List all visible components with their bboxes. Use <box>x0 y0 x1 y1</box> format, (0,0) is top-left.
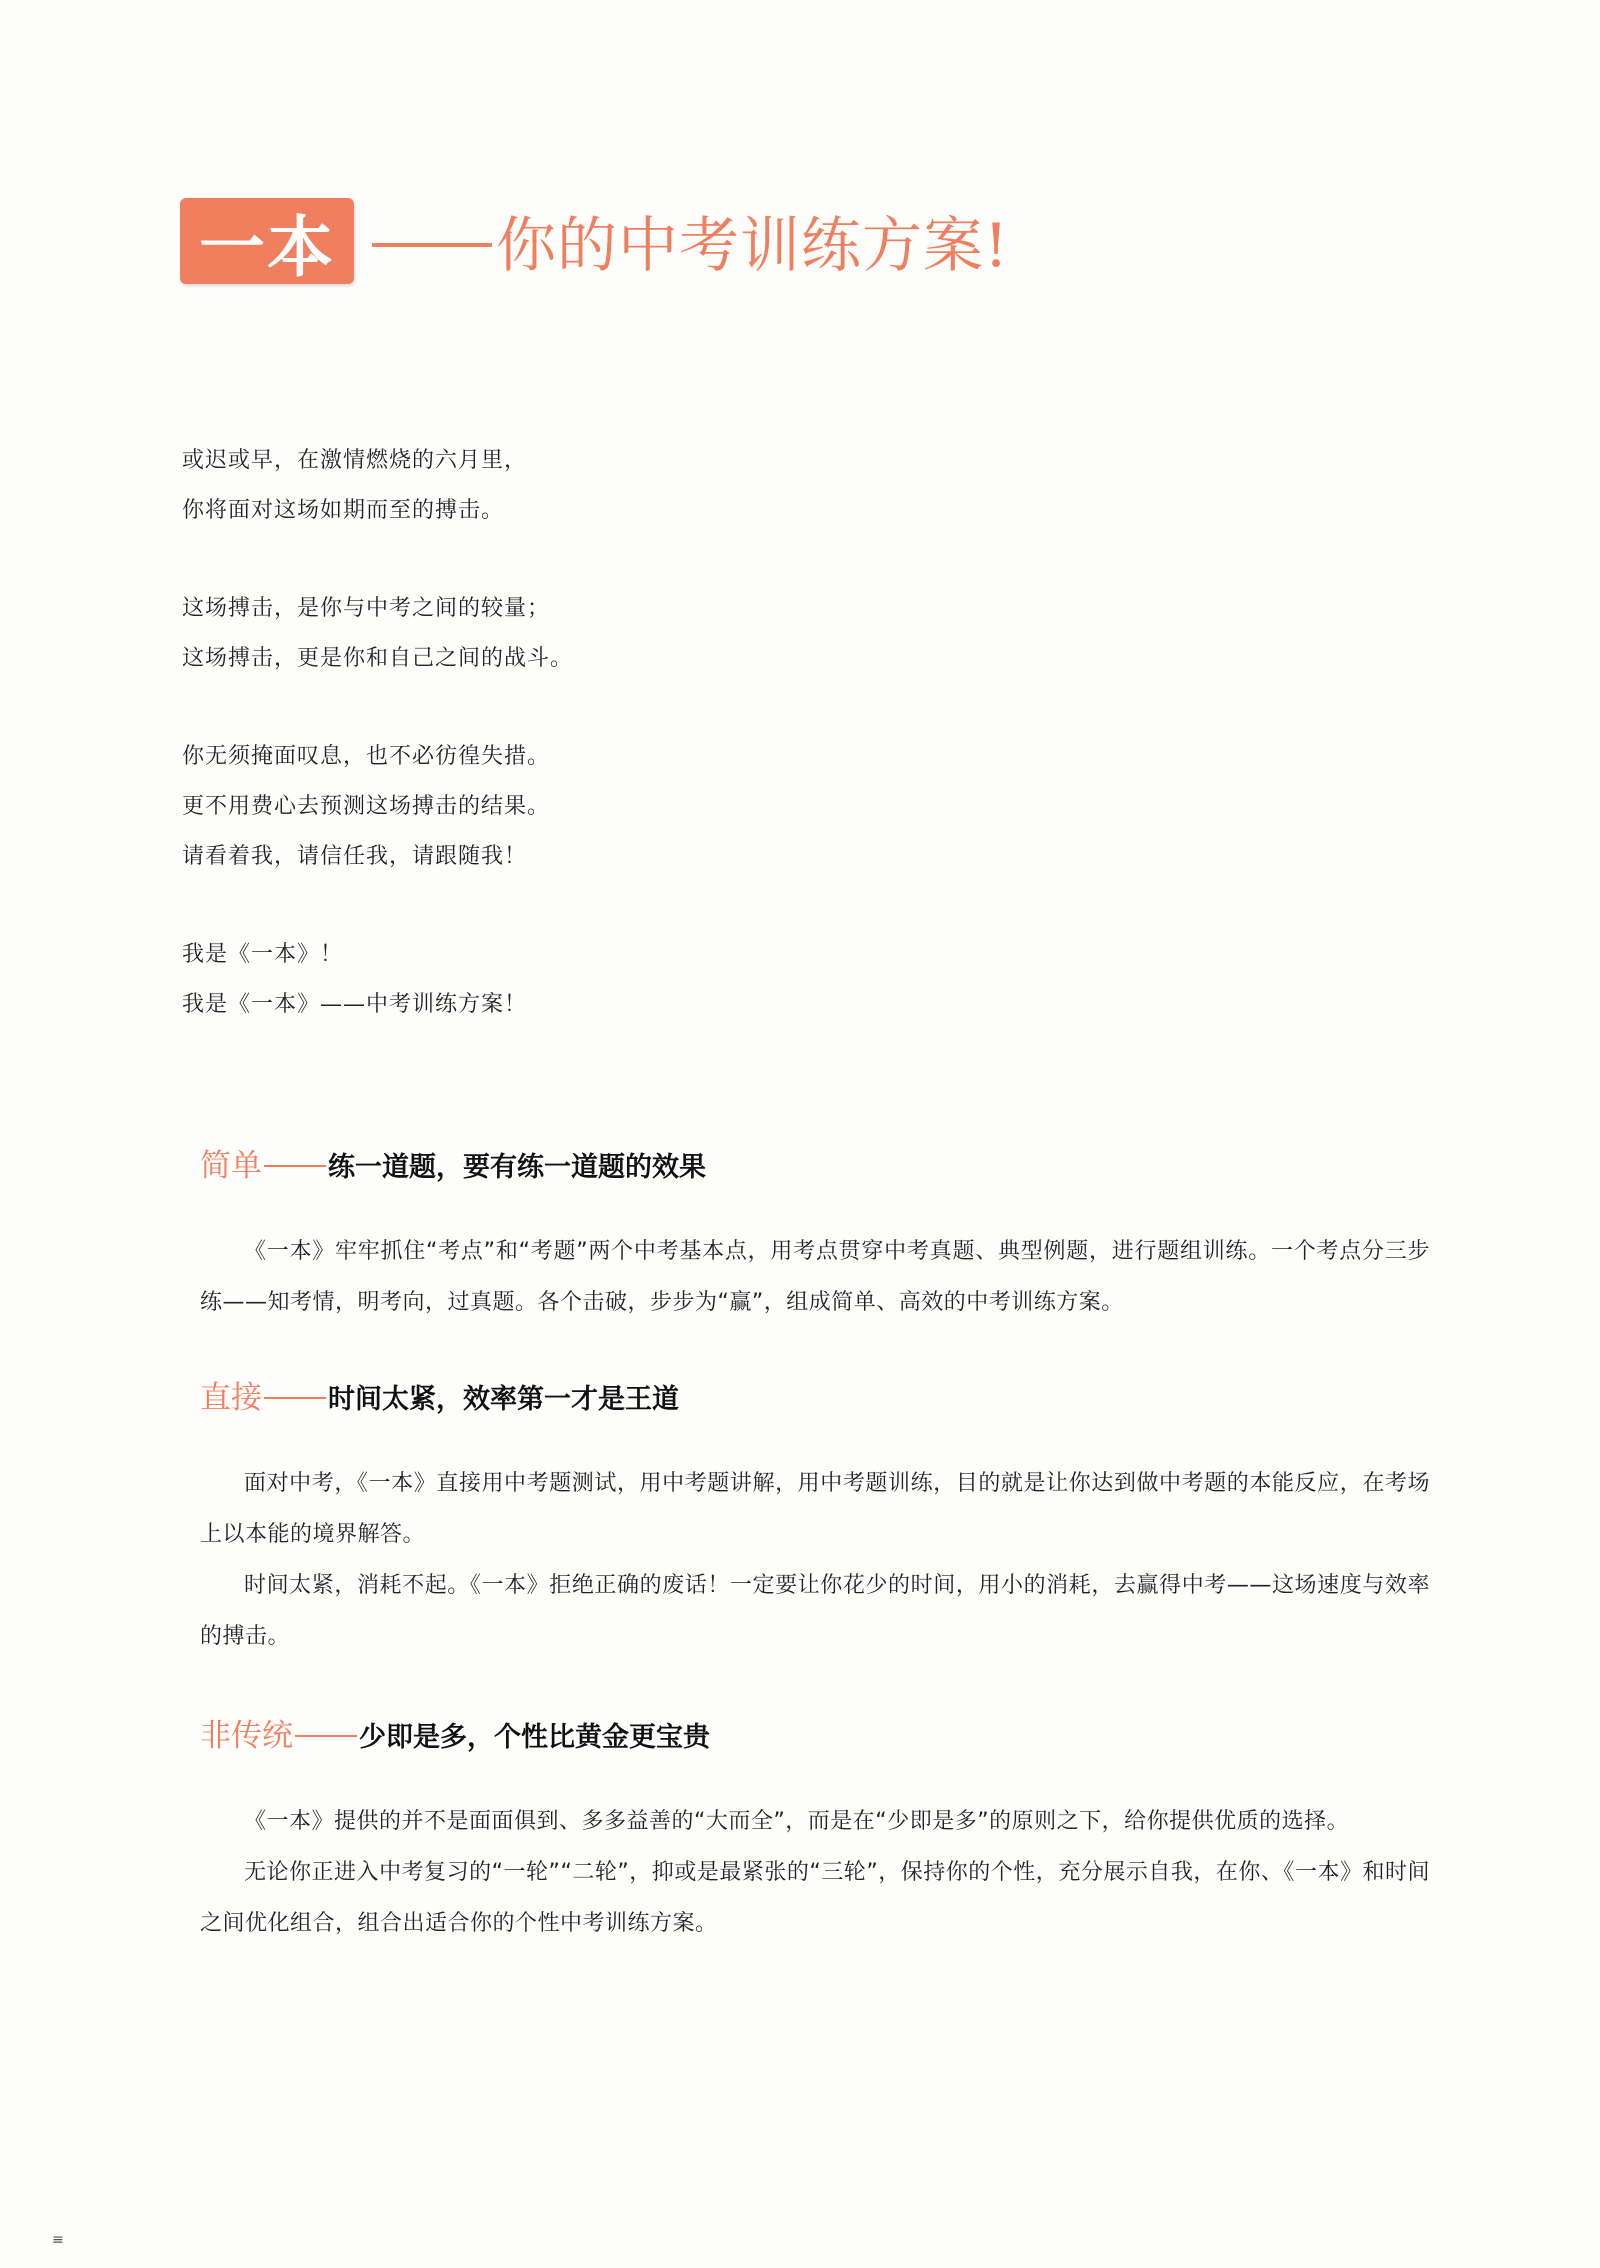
poem-line: 或迟或早，在激情燃烧的六月里， <box>182 448 528 473</box>
poem-line: 请看着我，请信任我，请跟随我！ <box>182 844 528 869</box>
section-heading <box>200 1710 1430 1756</box>
poem-line: 更不用费心去预测这场搏击的结果。 <box>182 794 551 819</box>
paragraph: 《一本》提供的并不是面面俱到、多多益善的“大而全”，而是在“少即是多”的原则之下，给你提供优质的选择。 <box>244 1809 1350 1834</box>
poem-stanza <box>182 930 1082 1030</box>
section-nontraditional <box>200 1710 1430 1949</box>
paragraph: 无论你正进入中考复习的“一轮”“二轮”，抑或是最紧张的“三轮”，保持你的个性，充分展示自我，在你、《一本》和时间之间优化组合，组合出适合你的个性中考训练方案。 <box>200 1860 1430 1936</box>
section-subtitle: 时间太紧，效率第一才是王道 <box>328 1384 679 1415</box>
poem-line: 我是《一本》！ <box>182 942 344 967</box>
section-heading <box>200 1140 1430 1186</box>
section-simple <box>200 1140 1430 1328</box>
section-dash <box>264 1397 326 1399</box>
poem-line: 你将面对这场如期而至的搏击。 <box>182 498 505 523</box>
section-heading <box>200 1372 1430 1418</box>
section-key: 非传统 <box>200 1718 293 1754</box>
section-body <box>200 1458 1430 1662</box>
section-body <box>200 1226 1430 1328</box>
corner-mark: ≡ <box>52 2232 64 2248</box>
poem-line: 这场搏击，更是你和自己之间的战斗。 <box>182 646 574 671</box>
section-dash <box>295 1735 357 1737</box>
section-key: 直接 <box>200 1380 262 1416</box>
poem-stanza <box>182 584 1082 684</box>
section-direct <box>200 1372 1430 1662</box>
section-body <box>200 1796 1430 1949</box>
title-text: 你的中考训练方案! <box>496 211 1010 281</box>
section-subtitle: 练一道题，要有练一道题的效果 <box>328 1152 706 1183</box>
poem <box>182 436 1082 1078</box>
section-dash <box>264 1165 326 1167</box>
section-subtitle: 少即是多，个性比黄金更宝贵 <box>359 1722 710 1753</box>
paragraph: 时间太紧，消耗不起。《一本》拒绝正确的废话！一定要让你花少的时间，用小的消耗，去赢得中考——这场速度与效率的搏击。 <box>200 1573 1430 1649</box>
page-title <box>180 196 1009 286</box>
title-dash <box>372 243 492 247</box>
paragraph: 面对中考，《一本》直接用中考题测试，用中考题讲解，用中考题训练，目的就是让你达到做中考题的本能反应，在考场上以本能的境界解答。 <box>200 1471 1430 1547</box>
section-key: 简单 <box>200 1148 262 1184</box>
poem-line: 你无须掩面叹息，也不必彷徨失措。 <box>182 744 551 769</box>
title-badge: 一本 <box>180 198 354 284</box>
poem-line: 这场搏击，是你与中考之间的较量； <box>182 596 551 621</box>
paragraph: 《一本》牢牢抓住“考点”和“考题”两个中考基本点，用考点贯穿中考真题、典型例题，进行题组训练。一个考点分三步练——知考情，明考向，过真题。各个击破，步步为“赢”，组成简单、高效的中考训练方案。 <box>200 1239 1430 1315</box>
poem-line: 我是《一本》——中考训练方案！ <box>182 992 528 1017</box>
poem-stanza <box>182 732 1082 882</box>
poem-stanza <box>182 436 1082 536</box>
